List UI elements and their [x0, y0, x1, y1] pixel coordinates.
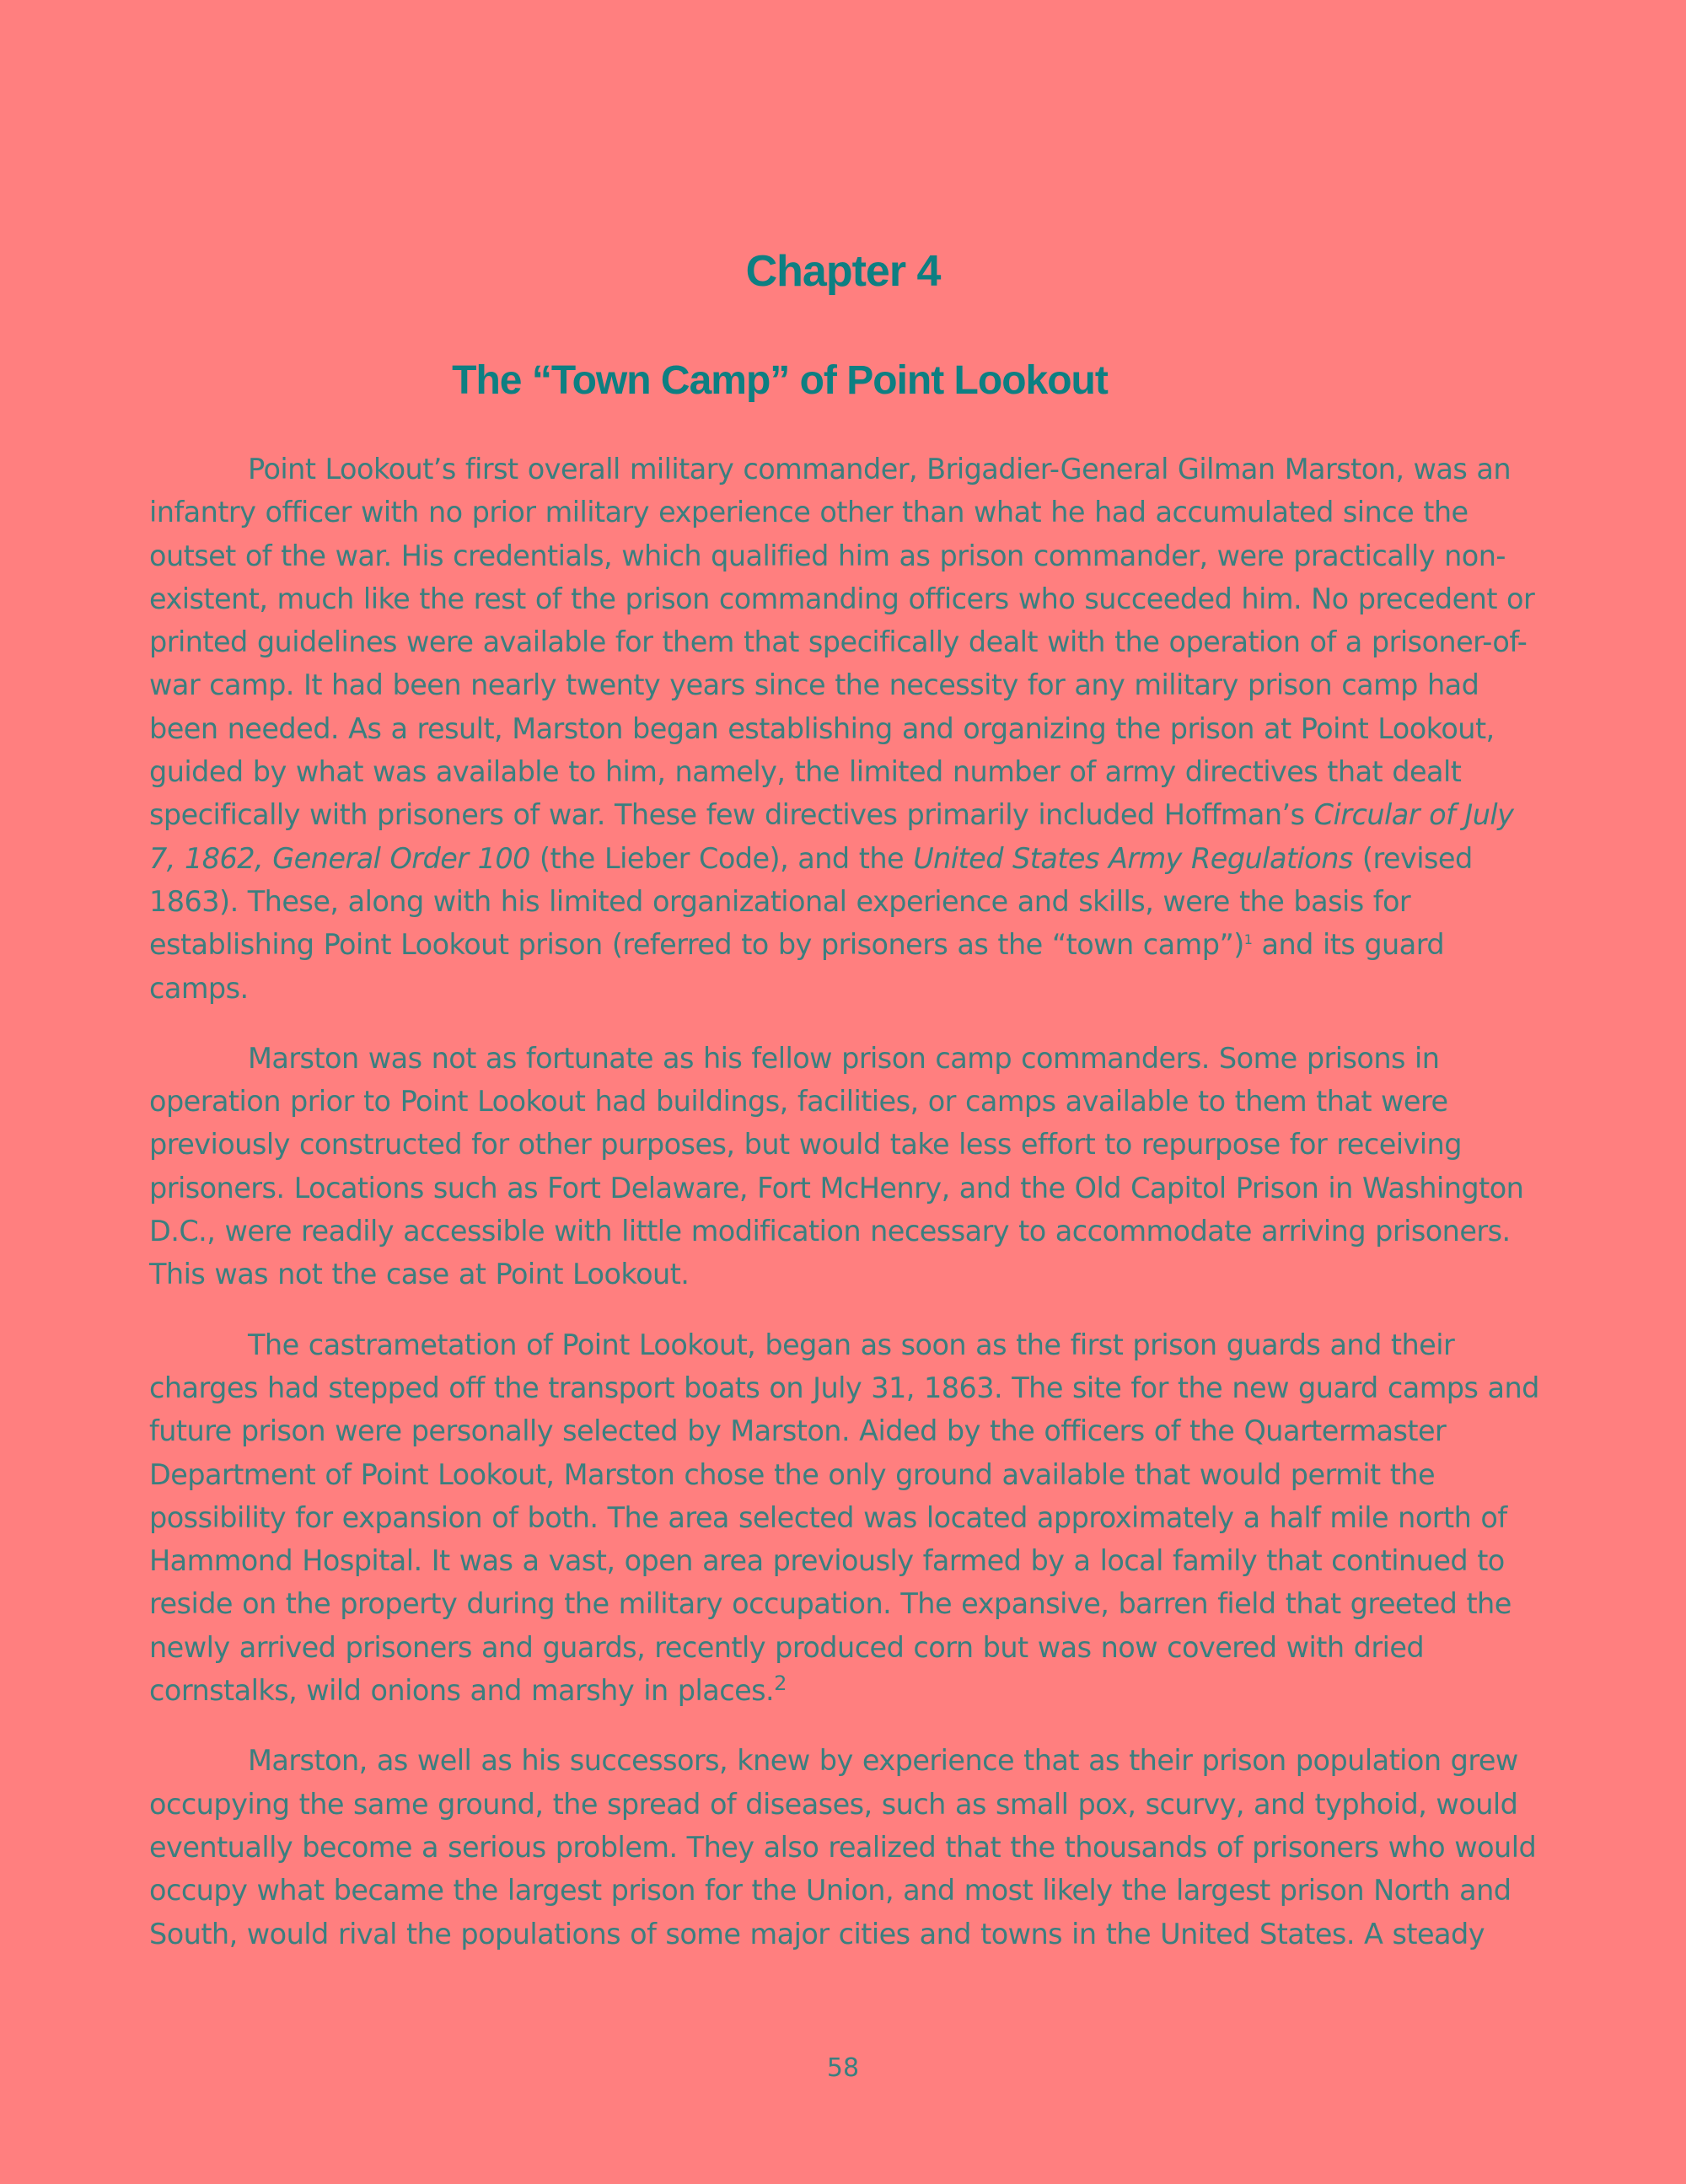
paragraph-1-italic-b: United States Army Regulations	[913, 841, 1353, 875]
paragraph-1-text-a: Point Lookout’s first overall military commander, Brigadier-General Gilman Marston, was an infantry officer with no prior military experience other than what he had accumulated since the outset of the war. His credentials, which qualified him as prison commander, were practically non-existent, much like the rest of the prison commanding officers who succeeded him. No precedent or printed guidelines were available for them that specifically dealt with the operation of a prisoner-of-war camp. It had been nearly twenty years since the necessity for any military prison camp had been needed. As a result, Marston began establishing and organizing the prison at Point Lookout, guided by what was available to him, namely, the limited number of army directives that dealt specifically with prisoners of war. These few directives primarily included Hoffman’s	[149, 453, 1535, 832]
footnote-marker-2[interactable]: 2	[774, 1671, 787, 1695]
paragraph-4-text: Marston, as well as his successors, knew by experience that as their prison population grew occupying the same ground, the spread of diseases, such as small pox, scurvy, and typhoid, would eventually become a serious problem. They also realized that the thousands of prisoners who would occupy what became the largest prison for the Union, and most likely the largest prison North and South, would rival the populations of some major cities and towns in the United States. A steady	[149, 1744, 1537, 1951]
chapter-subtitle: The “Town Camp” of Point Lookout	[452, 358, 1108, 403]
paragraph-1-text-d: and its guard camps.	[149, 928, 1445, 1005]
paragraph-2-text: Marston was not as fortunate as his fellow prison camp commanders. Some prisons in operation prior to Point Lookout had buildings, facilities, or camps available to them that were previously constructed for other purposes, but would take less effort to repurpose for receiving prisoners. Locations such as Fort Delaware, Fort McHenry, and the Old Capitol Prison in Washington D.C., were readily accessible with little modification necessary to accommodate arriving prisoners. This was not the case at Point Lookout.	[149, 1041, 1524, 1291]
paragraph-1	[149, 448, 1544, 1010]
paragraph-1-italic-a: Circular of July 7, 1862, General Order 100	[149, 798, 1514, 875]
paragraph-4	[149, 1739, 1544, 1955]
paragraph-3-text: The castrametation of Point Lookout, began as soon as the first prison guards and their charges had stepped off the transport boats on July 31, 1863. The site for the new guard camps and future prison were personally selected by Marston. Aided by the officers of the Quartermaster Department of Point Lookout, Marston chose the only ground available that would permit the possibility for expansion of both. The area selected was located approximately a half mile north of Hammond Hospital. It was a vast, open area previously farmed by a local family that continued to reside on the property during the military occupation. The expansive, barren field that greeted the newly arrived prisoners and guards, recently produced corn but was now covered with dried cornstalks, wild onions and marshy in places.	[149, 1328, 1539, 1708]
body-text	[149, 448, 1544, 1983]
paragraph-3	[149, 1323, 1544, 1713]
page-number: 58	[826, 2053, 860, 2083]
chapter-title: Chapter 4	[745, 247, 941, 296]
paragraph-2	[149, 1037, 1544, 1296]
footnote-marker-1[interactable]: 1	[1243, 931, 1253, 948]
paragraph-1-text-c: (revised 1863). These, along with his limited organizational experience and skills, were the basis for establishing Point Lookout prison (referred to by prisoners as the “town camp”)	[149, 841, 1473, 962]
paragraph-1-text-b: (the Lieber Code), and the	[529, 841, 914, 875]
